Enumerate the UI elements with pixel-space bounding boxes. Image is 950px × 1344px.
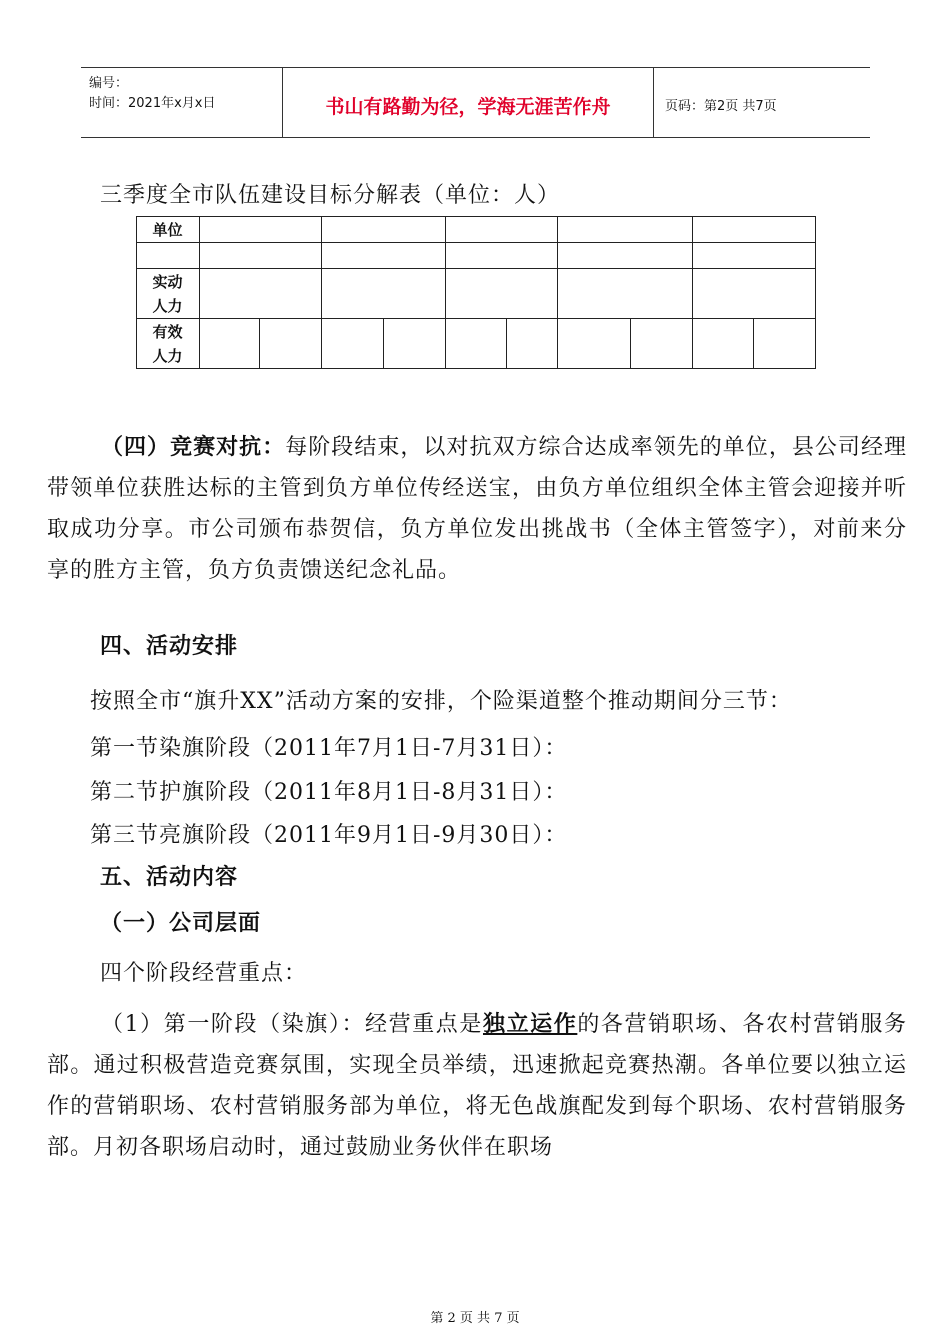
row-label-active-b: 人力 — [152, 297, 183, 315]
stage-1-paragraph — [47, 1004, 907, 1168]
doc-time-label: 时间：2021年x月x日 — [89, 96, 216, 111]
competition-text: 每阶段结束，以对抗双方综合达成率领先的单位，县公司经理带领单位获胜达标的主管到负方单位传经送宝，由负方单位组织全体主管会迎接并听取成功分享。市公司颁布恭贺信，负方单位发出挑战书（全体主管签字），对前来分享的胜方主管，负方负责馈送纪念礼品。 — [47, 435, 907, 583]
p1-prefix: （1）第一阶段（染旗）：经营重点是 — [101, 1012, 483, 1037]
competition-heading: （四）竞赛对抗： — [101, 435, 286, 460]
doc-number-label: 编号： — [89, 76, 129, 91]
row-label-effective-a: 有效 — [152, 323, 183, 341]
section-4-heading: 四、活动安排 — [100, 634, 239, 659]
section-4-intro: 按照全市“旗升XX”活动方案的安排，个险渠道整个推动期间分三节： — [90, 689, 792, 714]
page-footer: 第 2 页 共 7 页 — [430, 1311, 520, 1326]
stage-1: 第一节染旗阶段（2011年7月1日-7月31日）： — [90, 736, 568, 761]
row-label-active-a: 实动 — [152, 273, 183, 291]
section-5-heading: 五、活动内容 — [100, 865, 239, 890]
row-label-effective-b: 人力 — [152, 347, 183, 365]
row-label-unit: 单位 — [152, 221, 183, 239]
table-caption: 三季度全市队伍建设目标分解表（单位：人） — [100, 183, 561, 208]
p1-suffix: 的各营销职场、各农村营销服务部。通过积极营造竞赛氛围，实现全员举绩，迅速掀起竞赛热潮。各单位要以独立运作的营销职场、农村营销服务部为单位，将无色战旗配发到每个职场、农村营销服务部。月初各职场启动时，通过鼓励业务伙伴在职场 — [47, 1012, 907, 1160]
header-motto-box — [282, 68, 654, 137]
p1-underlined: 独立运作 — [482, 1012, 578, 1037]
page-header — [81, 67, 870, 138]
header-motto: 书山有路勤为径，学海无涯苦作舟 — [325, 96, 611, 118]
stage-2: 第二节护旗阶段（2011年8月1日-8月31日）： — [90, 780, 568, 805]
section-5-sub-heading: （一）公司层面 — [100, 911, 262, 936]
competition-paragraph — [47, 427, 907, 591]
target-table — [136, 216, 816, 369]
focus-label: 四个阶段经营重点： — [100, 961, 308, 986]
stage-3: 第三节亮旗阶段（2011年9月1日-9月30日）： — [90, 823, 568, 848]
header-page-info: 页码：第2页 共7页 — [665, 99, 777, 114]
header-meta — [81, 68, 281, 137]
